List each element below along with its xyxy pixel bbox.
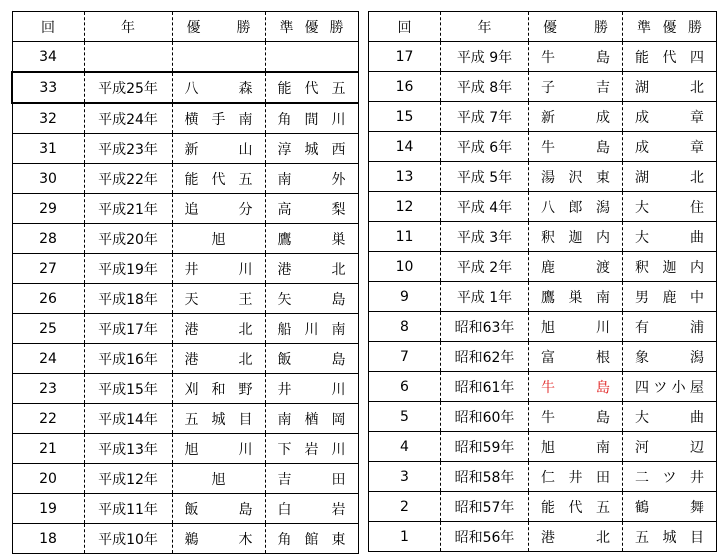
- runner-up-cell: [265, 103, 358, 134]
- cell-text: 旭 川: [541, 319, 610, 336]
- cell-text: 五 城 目: [184, 411, 253, 428]
- winner-cell: [172, 404, 265, 434]
- table-row: [369, 462, 717, 492]
- cell-text: 年: [121, 19, 135, 36]
- round-cell: 22: [12, 404, 84, 434]
- winner-cell: [529, 162, 623, 192]
- cell-text: 旭: [211, 231, 226, 248]
- runner-up-cell: [623, 402, 717, 432]
- cell-text: 横 手 南: [184, 111, 253, 128]
- round-cell: 7: [369, 342, 441, 372]
- winner-cell: [172, 284, 265, 314]
- cell-text: 井 川: [184, 261, 253, 278]
- cell-text: 淳 城 西: [277, 141, 346, 158]
- runner-up-cell: [265, 434, 358, 464]
- cell-text: 旭: [211, 471, 226, 488]
- round-cell: 24: [12, 344, 84, 374]
- cell-text: 二 ツ 井: [635, 469, 704, 486]
- cell-text: 準 優 勝: [637, 19, 702, 36]
- table-row: [12, 134, 358, 164]
- winner-cell: [529, 402, 623, 432]
- cell-text: 新 山: [184, 141, 253, 158]
- header-row: [12, 12, 358, 42]
- cell-text: 鶴 舞: [635, 499, 704, 516]
- runner-up-cell: [623, 42, 717, 72]
- winner-cell: [172, 314, 265, 344]
- table-row: [369, 312, 717, 342]
- winner-cell: [529, 252, 623, 282]
- table-row: [369, 372, 717, 402]
- year-cell: 平成17年: [84, 314, 172, 344]
- cell-text: 釈 迦 内: [541, 229, 610, 246]
- year-cell: 平成20年: [84, 224, 172, 254]
- cell-text: 飯 島: [184, 501, 253, 518]
- cell-text: 湯 沢 東: [541, 169, 610, 186]
- cell-text: 子 吉: [541, 79, 610, 96]
- year-cell: 平成14年: [84, 404, 172, 434]
- table-row: [12, 494, 358, 524]
- year-cell: 昭和58年: [441, 462, 529, 492]
- cell-text: 成 章: [635, 139, 704, 156]
- table-row: [12, 374, 358, 404]
- table-row: [12, 72, 358, 103]
- winner-cell: [529, 372, 623, 402]
- cell-text: 天 王: [184, 291, 253, 308]
- runner-up-cell: [265, 464, 358, 494]
- year-cell: 平成 7年: [441, 102, 529, 132]
- round-cell: 27: [12, 254, 84, 284]
- cell-text: 旭 南: [541, 439, 610, 456]
- cell-text: 牛 島: [541, 409, 610, 426]
- year-cell: 平成 9年: [441, 42, 529, 72]
- cell-text: 能 代 五: [277, 80, 346, 97]
- round-cell: 12: [369, 192, 441, 222]
- runner-up-cell: [265, 224, 358, 254]
- year-cell: 昭和62年: [441, 342, 529, 372]
- round-cell: 20: [12, 464, 84, 494]
- cell-text: 八 郎 潟: [541, 199, 610, 216]
- cell-text: 大 曲: [635, 409, 704, 426]
- table-row: [12, 194, 358, 224]
- winner-cell: [172, 224, 265, 254]
- cell-text: 井 川: [277, 381, 346, 398]
- year-cell: 平成10年: [84, 524, 172, 554]
- cell-text: 釈 迦 内: [635, 259, 704, 276]
- winner-cell: [529, 462, 623, 492]
- cell-text: 優 勝: [543, 19, 608, 36]
- runner-up-cell: [265, 42, 358, 73]
- year-cell: 平成16年: [84, 344, 172, 374]
- table-row: [369, 132, 717, 162]
- cell-text: 港 北: [541, 529, 610, 546]
- year-cell: 平成22年: [84, 164, 172, 194]
- runner-up-cell: [265, 524, 358, 554]
- header-runner-up: [265, 12, 358, 42]
- round-cell: 19: [12, 494, 84, 524]
- table-row: [369, 492, 717, 522]
- round-cell: 1: [369, 522, 441, 552]
- cell-text: 矢 島: [277, 291, 346, 308]
- year-cell: 平成25年: [84, 72, 172, 103]
- round-cell: 4: [369, 432, 441, 462]
- runner-up-cell: [623, 282, 717, 312]
- round-cell: 13: [369, 162, 441, 192]
- winner-cell: [172, 72, 265, 103]
- year-cell: 昭和57年: [441, 492, 529, 522]
- history-table-left: [11, 11, 359, 554]
- runner-up-cell: [265, 194, 358, 224]
- year-cell: 平成18年: [84, 284, 172, 314]
- cell-text: 回: [41, 19, 55, 36]
- cell-text: 吉 田: [277, 471, 346, 488]
- winner-cell: [529, 492, 623, 522]
- cell-text: 四 ツ 小 屋: [635, 379, 704, 396]
- round-cell: 17: [369, 42, 441, 72]
- cell-text: 能 代 五: [541, 499, 610, 516]
- cell-text: 年: [477, 19, 492, 36]
- year-cell: 平成13年: [84, 434, 172, 464]
- year-cell: 平成21年: [84, 194, 172, 224]
- header-round: [369, 12, 441, 42]
- winner-cell: [529, 432, 623, 462]
- winner-cell: [529, 342, 623, 372]
- runner-up-cell: [265, 254, 358, 284]
- cell-text: 牛 島: [541, 139, 610, 156]
- round-cell: 21: [12, 434, 84, 464]
- table-row: [12, 103, 358, 134]
- cell-text: 能 代 五: [184, 171, 253, 188]
- round-cell: 14: [369, 132, 441, 162]
- cell-text: 飯 島: [277, 351, 346, 368]
- runner-up-cell: [265, 134, 358, 164]
- cell-text: 準 優 勝: [279, 19, 344, 36]
- round-cell: 26: [12, 284, 84, 314]
- runner-up-cell: [623, 492, 717, 522]
- winner-cell: [529, 102, 623, 132]
- winner-cell: [172, 524, 265, 554]
- table-row: [12, 164, 358, 194]
- year-cell: 平成 3年: [441, 222, 529, 252]
- round-cell: 33: [12, 72, 84, 103]
- table-row: [12, 224, 358, 254]
- runner-up-cell: [265, 344, 358, 374]
- winner-cell: [172, 42, 265, 73]
- table-row: [12, 254, 358, 284]
- winner-cell: [529, 192, 623, 222]
- year-cell: 昭和60年: [441, 402, 529, 432]
- history-table-right: [368, 11, 717, 552]
- table-row: [369, 402, 717, 432]
- table-row: [12, 42, 358, 73]
- winner-cell: [529, 522, 623, 552]
- cell-text: 角 間 川: [277, 111, 346, 128]
- cell-text: 追 分: [184, 201, 253, 218]
- runner-up-cell: [623, 372, 717, 402]
- runner-up-cell: [623, 192, 717, 222]
- runner-up-cell: [623, 342, 717, 372]
- cell-text: 鷹 巣 南: [541, 289, 610, 306]
- round-cell: 32: [12, 103, 84, 134]
- runner-up-cell: [623, 252, 717, 282]
- runner-up-cell: [623, 222, 717, 252]
- year-cell: 平成12年: [84, 464, 172, 494]
- cell-text: 新 成: [541, 109, 610, 126]
- table-row: [12, 464, 358, 494]
- year-cell: 平成11年: [84, 494, 172, 524]
- year-cell: 平成24年: [84, 103, 172, 134]
- cell-text: 下 岩 川: [277, 441, 346, 458]
- table-row: [369, 282, 717, 312]
- winner-cell: [529, 222, 623, 252]
- winner-cell: [172, 254, 265, 284]
- runner-up-cell: [265, 404, 358, 434]
- winner-cell: [172, 374, 265, 404]
- round-cell: 6: [369, 372, 441, 402]
- round-cell: 23: [12, 374, 84, 404]
- winner-cell: [529, 72, 623, 102]
- cell-text: 南 外: [277, 171, 346, 188]
- winner-cell: [529, 312, 623, 342]
- round-cell: 28: [12, 224, 84, 254]
- table-row: [369, 342, 717, 372]
- year-cell: 平成 5年: [441, 162, 529, 192]
- year-cell: 平成 1年: [441, 282, 529, 312]
- cell-text: 五 城 目: [635, 529, 704, 546]
- year-cell: 昭和63年: [441, 312, 529, 342]
- round-cell: 8: [369, 312, 441, 342]
- table-row: [369, 162, 717, 192]
- table-row: [369, 192, 717, 222]
- cell-text: 白 岩: [277, 501, 346, 518]
- cell-text: 能 代 四: [635, 49, 704, 66]
- cell-text: 成 章: [635, 109, 704, 126]
- runner-up-cell: [265, 314, 358, 344]
- round-cell: 30: [12, 164, 84, 194]
- table-row: [12, 404, 358, 434]
- table-row: [369, 432, 717, 462]
- runner-up-cell: [623, 72, 717, 102]
- runner-up-cell: [623, 132, 717, 162]
- winner-cell: [529, 42, 623, 72]
- round-cell: 25: [12, 314, 84, 344]
- cell-text: 湖 北: [635, 169, 704, 186]
- cell-text: 湖 北: [635, 79, 704, 96]
- cell-text: 大 曲: [635, 229, 704, 246]
- cell-text: 大 住: [635, 199, 704, 216]
- cell-text: 優 勝: [186, 19, 251, 36]
- round-cell: 9: [369, 282, 441, 312]
- header-row: [369, 12, 717, 42]
- table-row: [369, 252, 717, 282]
- cell-text: 港 北: [184, 351, 253, 368]
- table-row: [369, 102, 717, 132]
- round-cell: 3: [369, 462, 441, 492]
- round-cell: 16: [369, 72, 441, 102]
- cell-text: 旭 川: [184, 441, 253, 458]
- table-row: [369, 522, 717, 552]
- cell-text: 男 鹿 中: [635, 289, 704, 306]
- winner-cell: [529, 282, 623, 312]
- runner-up-cell: [623, 462, 717, 492]
- header-year: [441, 12, 529, 42]
- cell-text: 牛 島: [541, 49, 610, 66]
- year-cell: 平成 6年: [441, 132, 529, 162]
- winner-cell: [172, 103, 265, 134]
- cell-text: 港 北: [184, 321, 253, 338]
- cell-text: 仁 井 田: [541, 469, 610, 486]
- table-row: [12, 434, 358, 464]
- year-cell: [84, 42, 172, 73]
- round-cell: 31: [12, 134, 84, 164]
- header-winner: [172, 12, 265, 42]
- runner-up-cell: [623, 522, 717, 552]
- table-row: [369, 42, 717, 72]
- cell-text: 回: [397, 19, 412, 36]
- year-cell: 平成 2年: [441, 252, 529, 282]
- winner-cell: [172, 464, 265, 494]
- winner-cell: [529, 132, 623, 162]
- table-row: [12, 314, 358, 344]
- round-cell: 10: [369, 252, 441, 282]
- runner-up-cell: [623, 432, 717, 462]
- round-cell: 5: [369, 402, 441, 432]
- table-row: [12, 524, 358, 554]
- runner-up-cell: [623, 312, 717, 342]
- winner-cell: [172, 494, 265, 524]
- round-cell: 15: [369, 102, 441, 132]
- runner-up-cell: [265, 284, 358, 314]
- table-row: [369, 72, 717, 102]
- cell-text: 牛 島: [541, 379, 610, 396]
- winner-cell: [172, 134, 265, 164]
- cell-text: 高 梨: [277, 201, 346, 218]
- cell-text: 船 川 南: [277, 321, 346, 338]
- round-cell: 34: [12, 42, 84, 73]
- cell-text: 富 根: [541, 349, 610, 366]
- header-round: [12, 12, 84, 42]
- cell-text: 鷹 巣: [277, 231, 346, 248]
- year-cell: 昭和61年: [441, 372, 529, 402]
- header-runner-up: [623, 12, 717, 42]
- winner-cell: [172, 344, 265, 374]
- runner-up-cell: [265, 164, 358, 194]
- cell-text: 象 潟: [635, 349, 704, 366]
- year-cell: 昭和59年: [441, 432, 529, 462]
- round-cell: 29: [12, 194, 84, 224]
- cell-text: 港 北: [277, 261, 346, 278]
- cell-text: 角 館 東: [277, 531, 346, 548]
- year-cell: 平成15年: [84, 374, 172, 404]
- year-cell: 平成23年: [84, 134, 172, 164]
- header-year: [84, 12, 172, 42]
- cell-text: 河 辺: [635, 439, 704, 456]
- runner-up-cell: [265, 494, 358, 524]
- winner-cell: [172, 164, 265, 194]
- cell-text: 鹿 渡: [541, 259, 610, 276]
- cell-text: 八 森: [184, 80, 253, 97]
- year-cell: 昭和56年: [441, 522, 529, 552]
- runner-up-cell: [623, 162, 717, 192]
- year-cell: 平成 8年: [441, 72, 529, 102]
- round-cell: 11: [369, 222, 441, 252]
- table-row: [369, 222, 717, 252]
- round-cell: 18: [12, 524, 84, 554]
- cell-text: 南 楢 岡: [277, 411, 346, 428]
- cell-text: 有 浦: [635, 319, 704, 336]
- year-cell: 平成19年: [84, 254, 172, 284]
- round-cell: 2: [369, 492, 441, 522]
- runner-up-cell: [623, 102, 717, 132]
- winner-cell: [172, 434, 265, 464]
- header-winner: [529, 12, 623, 42]
- runner-up-cell: [265, 374, 358, 404]
- table-row: [12, 344, 358, 374]
- table-row: [12, 284, 358, 314]
- winner-cell: [172, 194, 265, 224]
- cell-text: 刈 和 野: [184, 381, 253, 398]
- runner-up-cell: [265, 72, 358, 103]
- year-cell: 平成 4年: [441, 192, 529, 222]
- cell-text: 鵜 木: [184, 531, 253, 548]
